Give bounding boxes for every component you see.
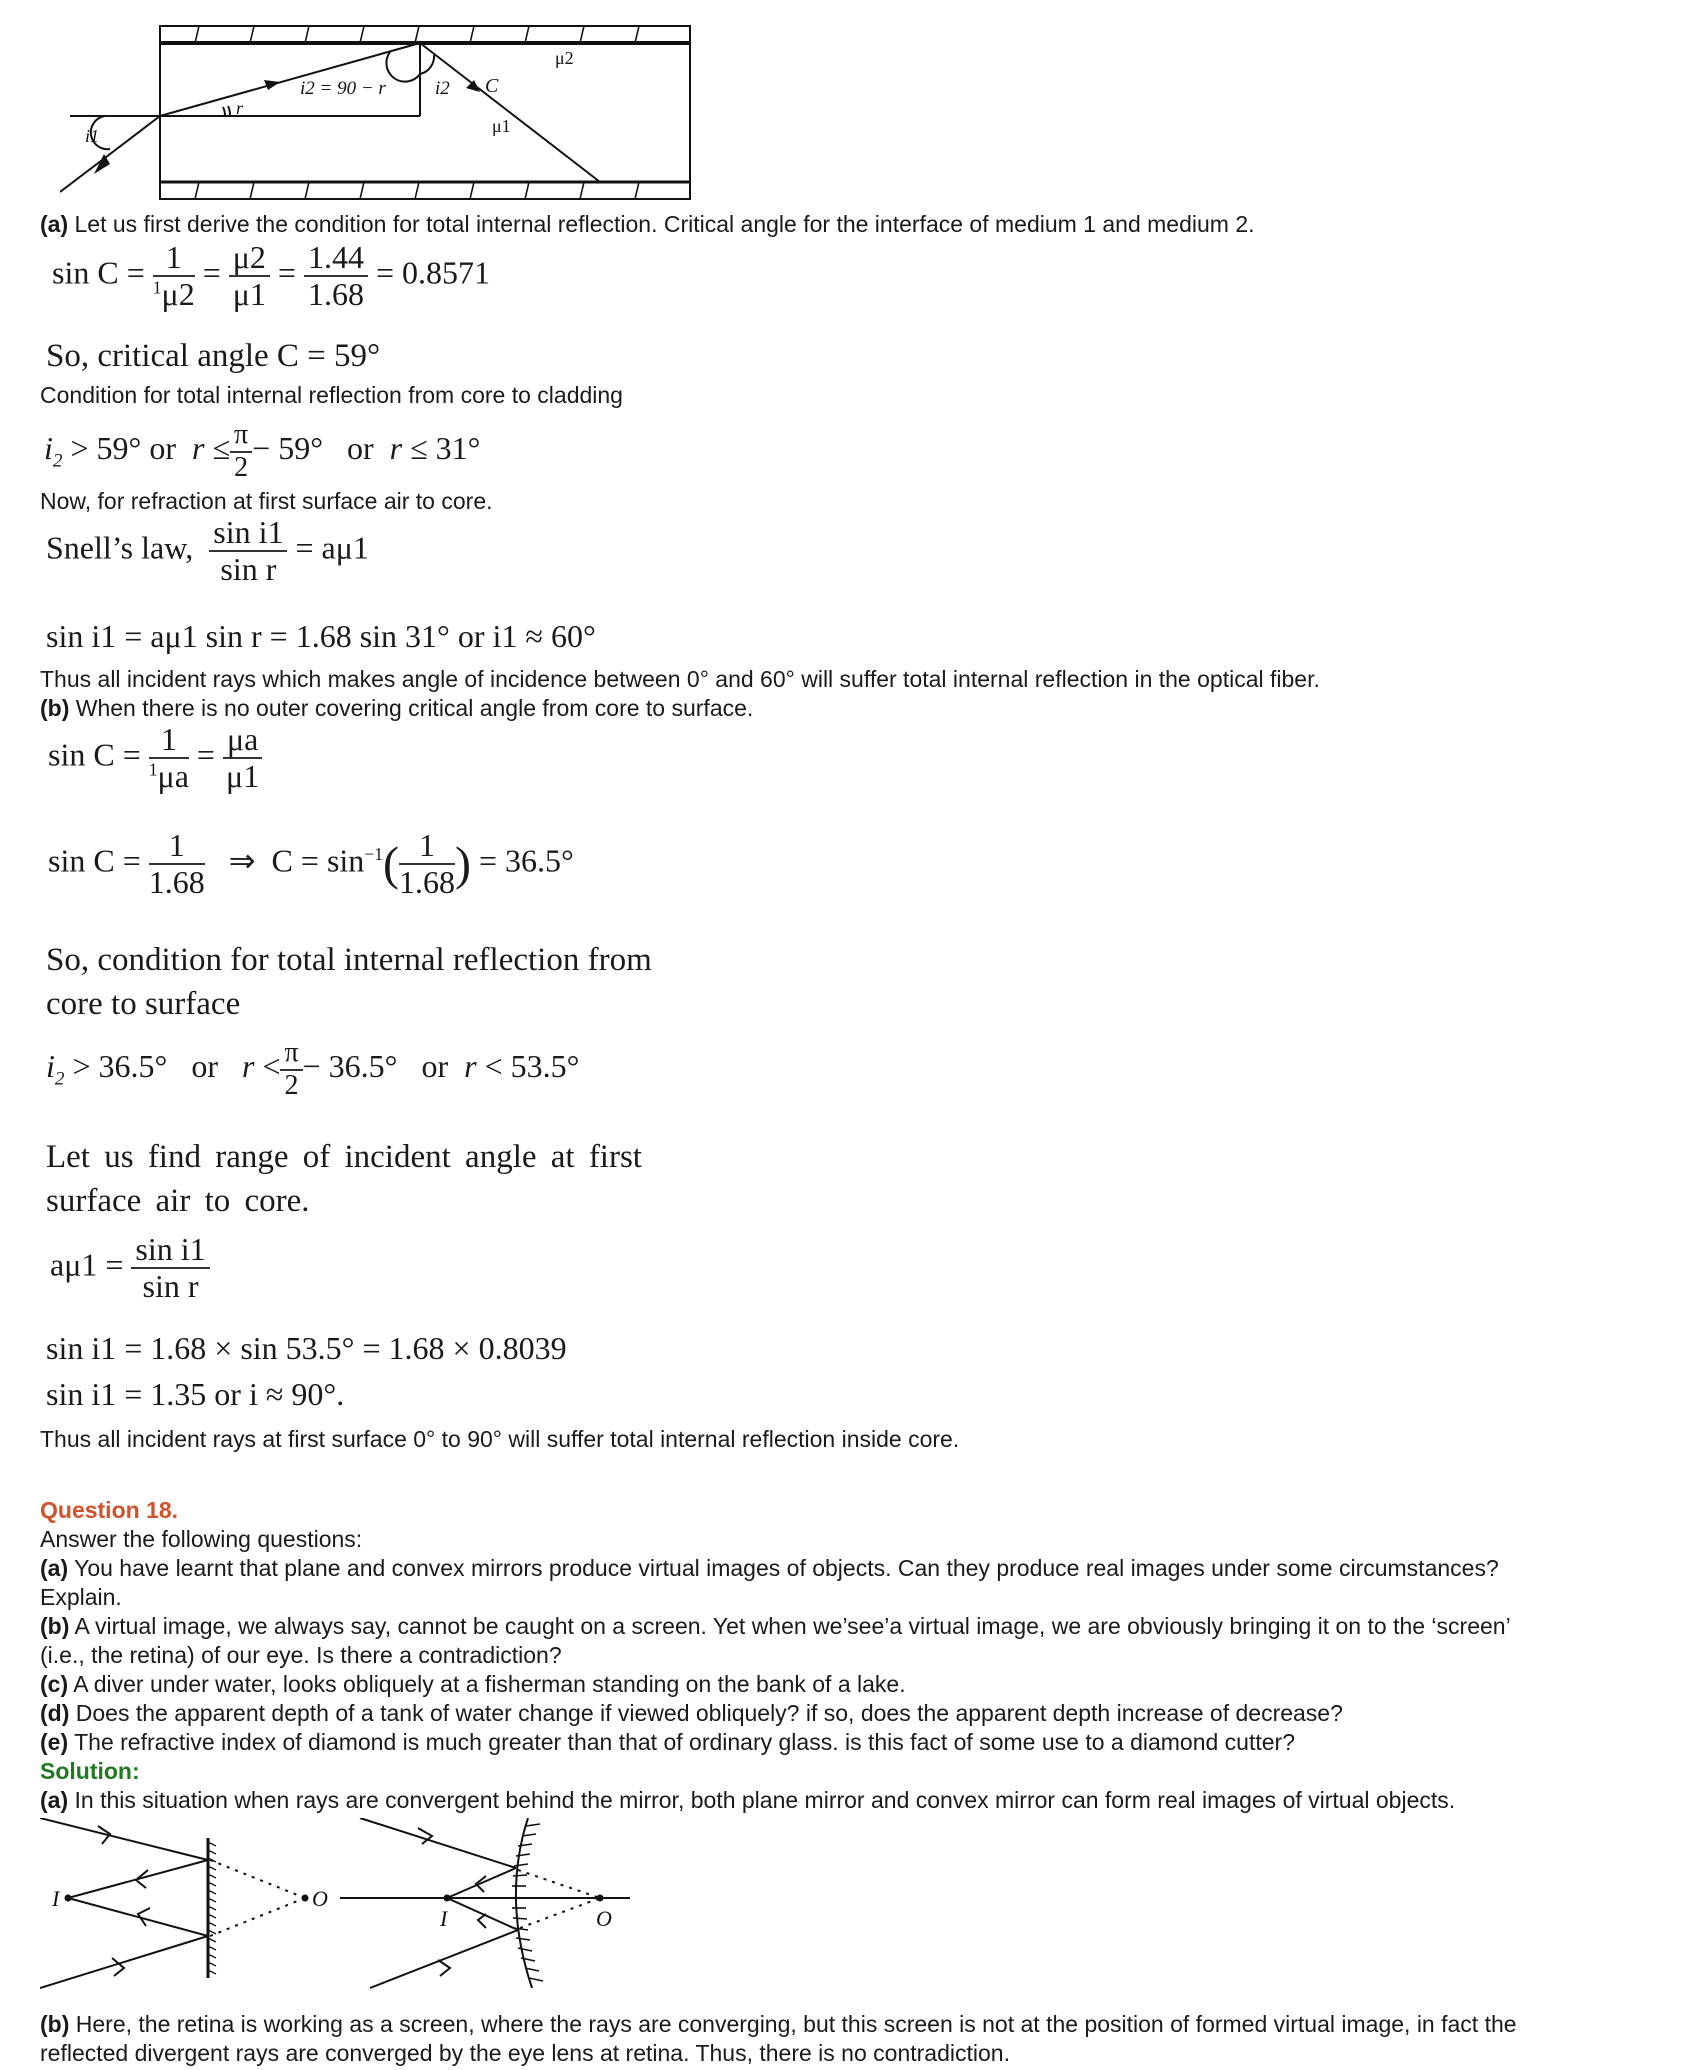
fraction-1: $\frac{1}{^1\mu 2}$ bbox=[152, 239, 195, 313]
question-item-a-cont: Explain. bbox=[40, 1584, 122, 1610]
part-a-conclusion: Thus all incident rays which makes angle of incidence between 0° and 60° will suffer total internal reflection in the optical fiber. bbox=[40, 666, 1320, 692]
condition-text: Condition for total internal reflection from core to cladding bbox=[40, 382, 623, 408]
part-b-range-text: Let us find range of incident angle at first surface air to core. bbox=[46, 1139, 642, 1219]
label-i1: i1 bbox=[85, 126, 100, 146]
label-object-convex: O bbox=[596, 1906, 612, 1931]
sinc-equation-b2: sin C = $\frac{1}{1.68}$ ⇒ $C = \sin^{-1}$( $\frac{1}{1.68}$ ) = 36.5° bbox=[48, 827, 574, 901]
refraction-text: Now, for refraction at first surface air to core. bbox=[40, 488, 493, 514]
solution-b: (b) Here, the retina is working as a screen, where the rays are converging, but this screen is not at the position of formed virtual image, in fact the bbox=[40, 2011, 1517, 2037]
mu-equation: aμ1 = $\frac{\text{sin i1}}{\text{sin r}}$ bbox=[50, 1232, 210, 1304]
label-object-plane: O bbox=[312, 1886, 328, 1911]
label-i2-eq: i2 = 90 − r bbox=[300, 78, 386, 99]
part-b-intro: (b) When there is no outer covering critical angle from core to surface. bbox=[40, 695, 754, 721]
part-b-conclusion: Thus all incident rays at first surface 0° to 90° will suffer total internal reflection inside core. bbox=[40, 1426, 960, 1452]
optical-fiber-diagram bbox=[60, 14, 720, 204]
label-image-plane: I bbox=[52, 1886, 60, 1911]
label-mu1: μ1 bbox=[492, 116, 511, 136]
sinc-equation-b1: sin C = $\frac{1}{^1\mu a}$ = $\frac{\mu a}{\mu 1}$ bbox=[48, 722, 262, 794]
fraction-3: $\frac{1.44}{1.68}$ bbox=[304, 240, 368, 312]
part-a-lead: (a) bbox=[40, 211, 69, 237]
label-image-convex: I bbox=[440, 1906, 448, 1931]
sinc-equation-a: sin C = $\frac{1}{^1\mu 2}$ = $\frac{\mu 2}{\mu 1}$ = $\frac{1.44}{1.68}$ = 0.8571 bbox=[52, 239, 490, 313]
part-b-condition-text: So, condition for total internal reflection from core to surface bbox=[46, 942, 652, 1022]
condition-equation-b: $i_2 > 36.5^\circ$ or r < $\frac{\pi}{2}$ − 36.5° or r < 53.5° bbox=[46, 1037, 580, 1101]
question-title: Question 18. bbox=[40, 1497, 179, 1523]
eq-lhs: sin C = bbox=[52, 254, 145, 291]
solution-title: Solution: bbox=[40, 1758, 140, 1784]
label-i2: i2 bbox=[435, 78, 450, 99]
question-item-c: (c) A diver under water, looks obliquely at a fisherman standing on the bank of a lake. bbox=[40, 1671, 906, 1697]
sin-i1-equation-b2: sin i1 = 1.35 or i ≈ 90°. bbox=[46, 1376, 345, 1412]
sin-i1-equation: sin i1 = aμ1 sin r = 1.68 sin 31° or i1 ≈ 60° bbox=[46, 618, 596, 654]
question-item-a: (a) You have learnt that plane and convex mirrors produce virtual images of objects. Can they produce real images under some circumstances? bbox=[40, 1555, 1499, 1581]
solution-b-cont: reflected divergent rays are converged by the eye lens at retina. Thus, there is no contradiction. bbox=[40, 2040, 1010, 2066]
question-item-b-cont: (i.e., the retina) of our eye. Is there a contradiction? bbox=[40, 1642, 562, 1668]
snell-law-equation: Snell’s law, $\frac{\text{sin i1}}{\text{sin r}}$ = aμ1 bbox=[46, 514, 369, 588]
fraction-2: $\frac{\mu 2}{\mu 1}$ bbox=[229, 240, 270, 312]
critical-angle-line: So, critical angle C = 59° bbox=[46, 338, 381, 374]
sin-i1-equation-b1: sin i1 = 1.68 × sin 53.5° = 1.68 × 0.8039 bbox=[46, 1330, 567, 1366]
question-item-d: (d) Does the apparent depth of a tank of water change if viewed obliquely? if so, does the apparent depth increase of decrease? bbox=[40, 1700, 1343, 1726]
part-a-text: Let us first derive the condition for total internal reflection. Critical angle for the interface of medium 1 and medium 2. bbox=[68, 211, 1255, 237]
label-r: r bbox=[236, 98, 244, 118]
question-item-b: (b) A virtual image, we always say, cannot be caught on a screen. Yet when we’see’a virtual image, we are obviously bringing it on to the ‘screen’ bbox=[40, 1613, 1511, 1639]
label-c: C bbox=[485, 75, 499, 97]
label-mu2: μ2 bbox=[555, 48, 574, 68]
mirror-diagrams bbox=[40, 1818, 660, 2003]
solution-a: (a) In this situation when rays are convergent behind the mirror, both plane mirror and convex mirror can form real images of virtual objects. bbox=[40, 1787, 1456, 1813]
condition-equation-a: $i_2 > 59^\circ$ or r ≤ $\frac{\pi}{2}$ − 59° or r ≤ 31° bbox=[44, 419, 481, 483]
part-a-intro bbox=[40, 210, 1255, 239]
question-item-e: (e) The refractive index of diamond is much greater than that of ordinary glass. is this fact of some use to a diamond cutter? bbox=[40, 1729, 1295, 1755]
question-intro: Answer the following questions: bbox=[40, 1526, 363, 1552]
